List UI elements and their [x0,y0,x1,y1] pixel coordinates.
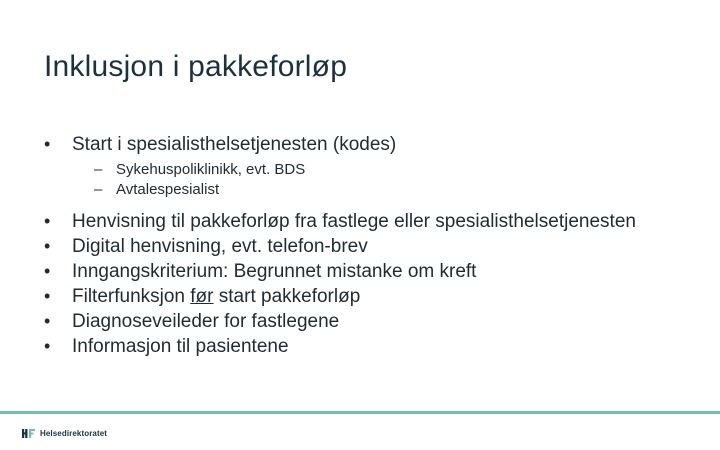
list-item [44,259,694,284]
bullet-icon: • [44,134,51,154]
bullet-icon: • [44,236,51,256]
sub-list-item-text: Sykehuspoliklinikk, evt. BDS [116,161,306,178]
list-item [44,234,694,259]
slide-title: Inklusjon i pakkeforløp [44,50,348,83]
bullet-icon: • [44,286,51,306]
bullet-icon: • [44,211,51,231]
list-item-text: Inngangskriterium: Begrunnet mistanke om kreft [72,261,477,282]
dash-icon: – [94,181,103,198]
sub-list [94,160,694,200]
list-item [44,209,694,234]
bullet-list [44,132,694,359]
helsedirektoratet-logo-icon [22,426,36,440]
list-item-text: Informasjon til pasientene [72,336,289,357]
footer-divider [0,411,720,414]
bullet-icon: • [44,261,51,281]
list-item [44,309,694,334]
list-item [44,334,694,359]
list-item-start [44,132,694,157]
dash-icon: – [94,161,103,178]
sub-list-item [94,160,694,180]
list-item-text: Henvisning til pakkeforløp fra fastlege eller spesialisthelsetjenesten [72,211,636,232]
list-item-text-after: start pakkeforløp [213,286,361,307]
list-item-text-before: Filterfunksjon [72,286,191,307]
sub-list-item [94,180,694,200]
bullet-icon: • [44,311,51,331]
underlined-word: før [190,286,214,307]
list-item-text: Digital henvisning, evt. telefon-brev [72,236,368,257]
sub-list-item-text: Avtalespesialist [116,181,220,198]
list-item-text: Start i spesialisthelsetjenesten (kodes) [72,134,397,155]
footer-logo [22,426,107,440]
list-item-text: Diagnoseveileder for fastlegene [72,311,340,332]
bullet-icon: • [44,336,51,356]
logo-text: Helsedirektoratet [40,428,108,438]
list-item-filter [44,284,694,309]
